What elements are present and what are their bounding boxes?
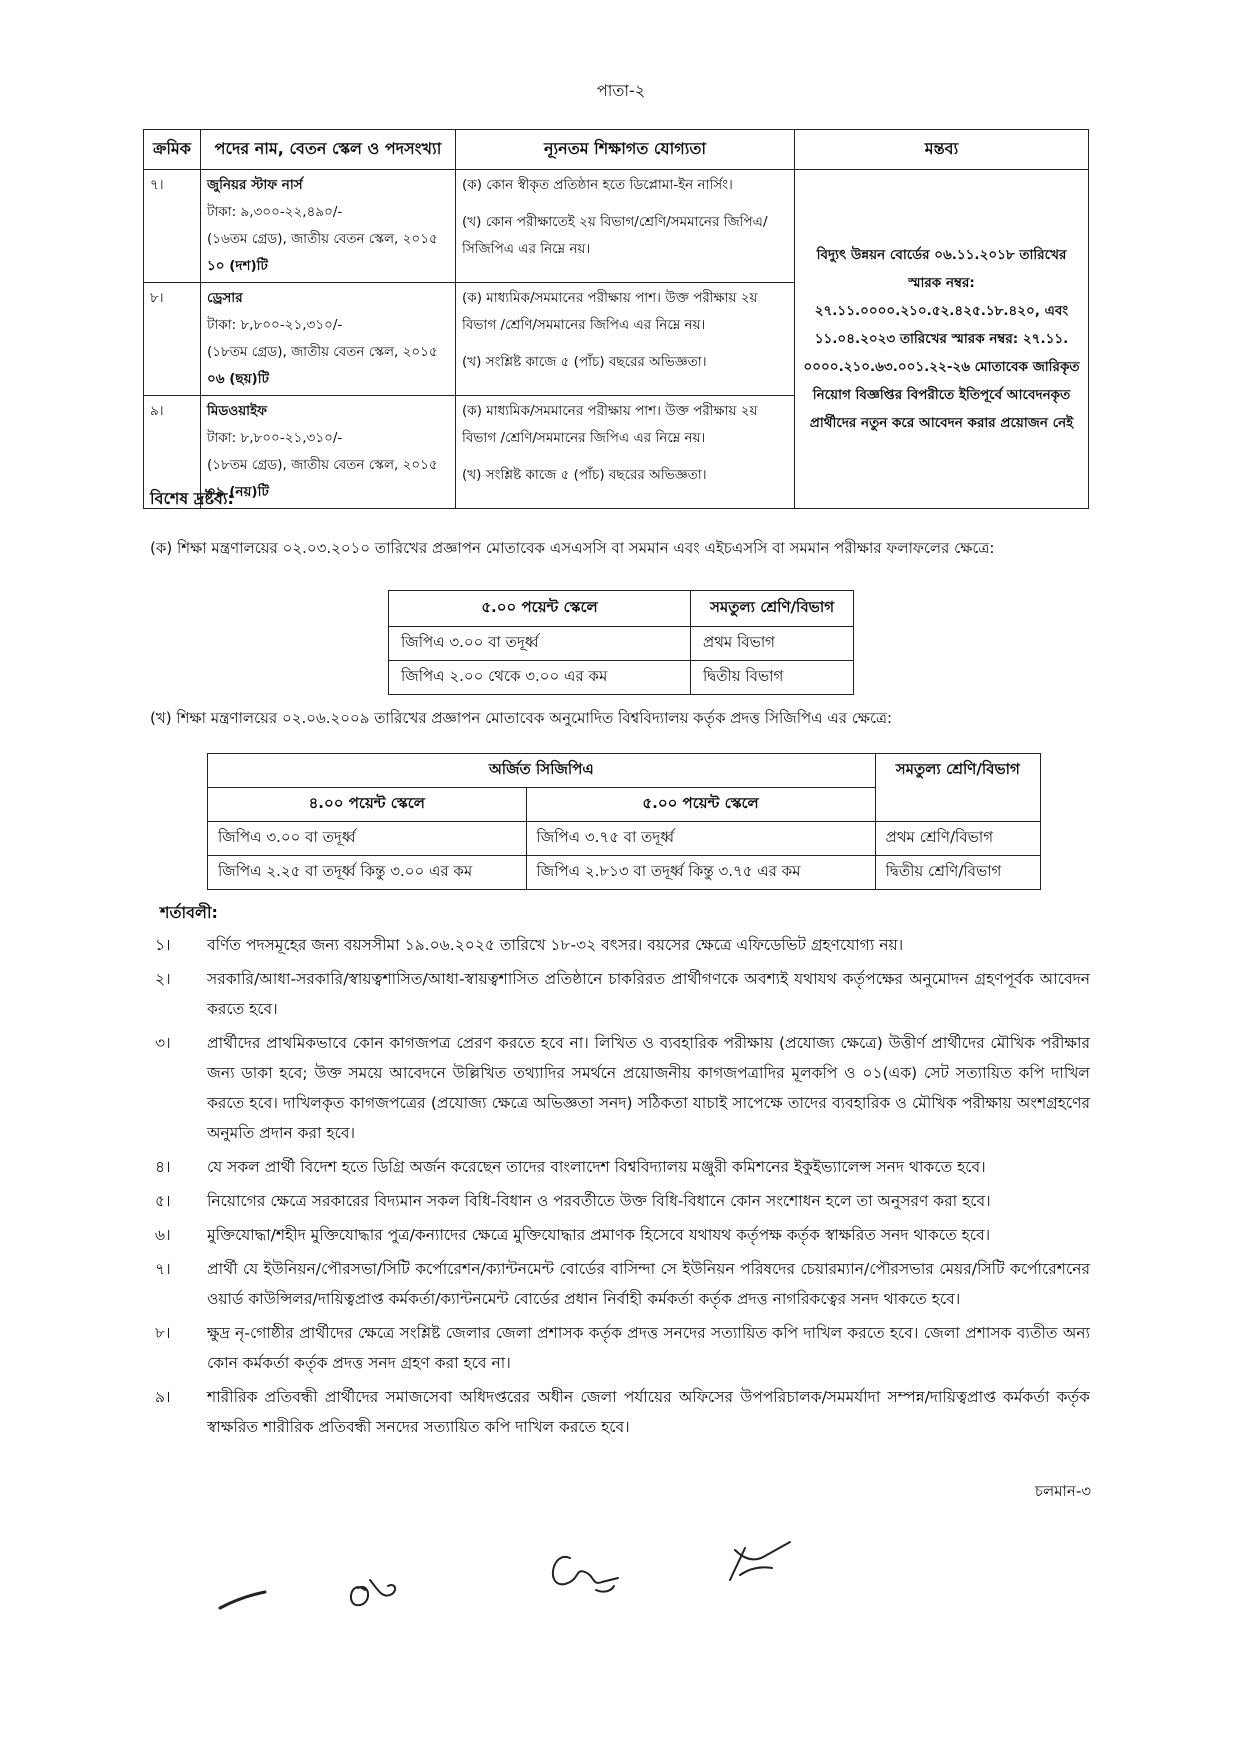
table-cell: প্রথম শ্রেণি/বিভাগ bbox=[875, 822, 1040, 856]
table-row bbox=[208, 856, 1041, 890]
qualification-a: (ক) মাধ্যমিক/সমমানের পরীক্ষায় পাশ। উক্ত পরীক্ষায় ২য় বিভাগ /শ্রেণি/সমমানের জিপিএ এর নিম্নে নয়। bbox=[462, 290, 758, 333]
table-cell: জিপিএ ২.৮১৩ বা তদূর্ধ্ব কিন্তু ৩.৭৫ এর কম bbox=[526, 856, 875, 890]
table-row bbox=[389, 627, 854, 661]
list-item bbox=[155, 1186, 1090, 1216]
equivalent-header: সমতুল্য শ্রেণি/বিভাগ bbox=[691, 591, 854, 627]
earned-cgpa-header: অর্জিত সিজিপিএ bbox=[208, 754, 876, 788]
post-name: জুনিয়র স্টাফ নার্স bbox=[207, 177, 303, 193]
item-number: ১। bbox=[155, 936, 171, 954]
scale-header: ৫.০০ পয়েন্ট স্কেলে bbox=[389, 591, 691, 627]
serial-cell: ৮। bbox=[144, 283, 201, 396]
list-item bbox=[155, 1152, 1090, 1182]
qualification-cell bbox=[456, 396, 795, 509]
qualification-cell bbox=[456, 170, 795, 283]
item-number: ৫। bbox=[155, 1192, 171, 1210]
post-grade: (১৬তম গ্রেড), জাতীয় বেতন স্কেল, ২০১৫ bbox=[207, 231, 438, 247]
item-text: মুক্তিযোদ্ধা/শহীদ মুক্তিযোদ্ধার পুত্র/কন্যাদের ক্ষেত্রে মুক্তিযোদ্ধার প্রমাণক হিসেবে যথাযথ কর্তৃপক্ষ কর্তৃক স্বাক্ষরিত সনদ থাকতে হবে। bbox=[207, 1226, 991, 1244]
item-text: ক্ষুদ্র নৃ-গোষ্ঠীর প্রার্থীদের ক্ষেত্রে সংশ্লিষ্ট জেলার জেলা প্রশাসক কর্তৃক প্রদত্ত সনদের সত্যায়িত কপি দাখিল করতে হবে। জেলা প্রশাসক ব্যতীত অন্য কোন কর্মকর্তা কর্তৃক প্রদত্ত সনদ গ্রহণ করা হবে না। bbox=[207, 1324, 1090, 1372]
qualification-b: (খ) কোন পরীক্ষাতেই ২য় বিভাগ/শ্রেণি/সমমানের জিপিএ/ সিজিপিএ এর নিম্নে নয়। bbox=[462, 214, 768, 257]
scale5-header: ৫.০০ পয়েন্ট স্কেলে bbox=[526, 788, 875, 822]
item-text: যে সকল প্রার্থী বিদেশ হতে ডিগ্রি অর্জন করেছেন তাদের বাংলাদেশ বিশ্ববিদ্যালয় মঞ্জুরী কমিশনের ইকুইভ্যালেন্স সনদ থাকতে হবে। bbox=[207, 1158, 986, 1176]
item-number: ৩। bbox=[155, 1034, 171, 1052]
table-cell: প্রথম বিভাগ bbox=[691, 627, 854, 661]
col-remark-header: মন্তব্য bbox=[795, 130, 1089, 170]
post-pay: টাকা: ৮,৮০০-২১,৩১০/- bbox=[207, 317, 343, 333]
list-item bbox=[155, 1028, 1090, 1148]
signatures-graphic bbox=[200, 1520, 820, 1630]
item-number: ৬। bbox=[155, 1226, 171, 1244]
cgpa-equivalence-table-b bbox=[207, 753, 1041, 890]
list-item bbox=[155, 1220, 1090, 1250]
table-row bbox=[144, 170, 1089, 283]
post-name: ড্রেসার bbox=[207, 290, 243, 306]
table-cell: জিপিএ ৩.০০ বা তদূর্ধ্ব bbox=[389, 627, 691, 661]
continued-label: চলমান-৩ bbox=[1034, 1482, 1091, 1500]
table-header-row bbox=[389, 591, 854, 627]
signature-mark bbox=[730, 1542, 790, 1580]
item-number: ৭। bbox=[155, 1260, 171, 1278]
conditions-title: শর্তাবলী: bbox=[160, 903, 218, 922]
post-pay: টাকা: ৯,৩০০-২২,৪৯০/- bbox=[207, 204, 343, 220]
table-cell: দ্বিতীয় শ্রেণি/বিভাগ bbox=[875, 856, 1040, 890]
serial-cell: ৭। bbox=[144, 170, 201, 283]
signature-mark bbox=[220, 1592, 265, 1608]
table-cell: দ্বিতীয় বিভাগ bbox=[691, 661, 854, 695]
table-header-row bbox=[208, 754, 1041, 788]
table-header-row bbox=[144, 130, 1089, 170]
special-note-title: বিশেষ দ্রষ্টব্য: bbox=[150, 489, 234, 508]
qualification-b: (খ) সংশ্লিষ্ট কাজে ৫ (পাঁচ) বছরের অভিজ্ঞতা। bbox=[462, 467, 707, 483]
conditions-list bbox=[155, 930, 1090, 1446]
post-count: ০৬ (ছয়)টি bbox=[207, 371, 269, 387]
special-note-para-a: (ক) শিক্ষা মন্ত্রণালয়ের ০২.০৩.২০১০ তারিখের প্রজ্ঞাপন মোতাবেক এসএসসি বা সমমান এবং এইচএসসি বা সমমান পরীক্ষার ফলাফলের ক্ষেত্রে: bbox=[150, 539, 995, 557]
list-item bbox=[155, 1318, 1090, 1378]
qualification-a: (ক) মাধ্যমিক/সমমানের পরীক্ষায় পাশ। উক্ত পরীক্ষায় ২য় বিভাগ /শ্রেণি/সমমানের জিপিএ এর নিম্নে নয়। bbox=[462, 403, 758, 446]
post-cell bbox=[201, 283, 456, 396]
table-cell: জিপিএ ২.০০ থেকে ৩.০০ এর কম bbox=[389, 661, 691, 695]
scale4-header: ৪.০০ পয়েন্ট স্কেলে bbox=[208, 788, 527, 822]
col-serial-header: ক্রমিক bbox=[144, 130, 201, 170]
qualification-a: (ক) কোন স্বীকৃত প্রতিষ্ঠান হতে ডিপ্লোমা-ইন নার্সিং। bbox=[462, 177, 733, 193]
page-number: পাতা-২ bbox=[596, 81, 646, 100]
item-number: ২। bbox=[155, 970, 171, 988]
item-text: নিয়োগের ক্ষেত্রে সরকারের বিদ্যমান সকল বিধি-বিধান ও পরবর্তীতে উক্ত বিধি-বিধানে কোন সংশোধন হলে তা অনুসরণ করা হবে। bbox=[207, 1192, 991, 1210]
gpa-equivalence-table-a bbox=[388, 590, 854, 695]
post-count: ১০ (দশ)টি bbox=[207, 258, 268, 274]
table-cell: জিপিএ ৩.৭৫ বা তদূর্ধ্ব bbox=[526, 822, 875, 856]
table-row bbox=[389, 661, 854, 695]
list-item bbox=[155, 964, 1090, 1024]
col-post-header: পদের নাম, বেতন স্কেল ও পদসংখ্যা bbox=[201, 130, 456, 170]
qualification-b: (খ) সংশ্লিষ্ট কাজে ৫ (পাঁচ) বছরের অভিজ্ঞতা। bbox=[462, 354, 707, 370]
item-number: ৪। bbox=[155, 1158, 171, 1176]
item-text: সরকারি/আধা-সরকারি/স্বায়ত্বশাসিত/আধা-স্বায়ত্বশাসিত প্রতিষ্ঠানে চাকরিরত প্রার্থীগণকে অবশ্যই যথাযথ কর্তৃপক্ষের অনুমোদন গ্রহণপূর্বক আবেদন করতে হবে। bbox=[207, 970, 1090, 1018]
posts-table bbox=[143, 129, 1089, 509]
list-item bbox=[155, 1254, 1090, 1314]
special-note-para-b: (খ) শিক্ষা মন্ত্রণালয়ের ০২.০৬.২০০৯ তারিখের প্রজ্ঞাপন মোতাবেক অনুমোদিত বিশ্ববিদ্যালয় কর্তৃক প্রদত্ত সিজিপিএ এর ক্ষেত্রে: bbox=[150, 709, 893, 727]
table-row bbox=[208, 822, 1041, 856]
remark-cell: বিদ্যুৎ উন্নয়ন বোর্ডের ০৬.১১.২০১৮ তারিখের স্মারক নম্বর: ২৭.১১.০০০০.২১০.৫২.৪২৫.১৮.৪২০, এবং ১১.০৪.২০২৩ তারিখের স্মারক নম্বর: ২৭.১১. ০০০০.২১০.৬৩.০০১.২২-২৬ মোতাবেক জারিকৃত নিয়োগ বিজ্ঞপ্তির বিপরীতে ইতিপূর্বে আবেদনকৃত প্রার্থীদের নতুন করে আবেদন করার প্রয়োজন নেই bbox=[795, 170, 1089, 509]
table-cell: জিপিএ ২.২৫ বা তদূর্ধ্ব কিন্তু ৩.০০ এর কম bbox=[208, 856, 527, 890]
post-cell bbox=[201, 170, 456, 283]
item-number: ৯। bbox=[155, 1388, 171, 1406]
post-count: ০৯ (নয়)টি bbox=[207, 484, 269, 500]
col-qualification-header: ন্যূনতম শিক্ষাগত যোগ্যতা bbox=[456, 130, 795, 170]
post-grade: (১৮তম গ্রেড), জাতীয় বেতন স্কেল, ২০১৫ bbox=[207, 457, 438, 473]
serial-cell: ৯। bbox=[144, 396, 201, 509]
equivalent-header: সমতুল্য শ্রেণি/বিভাগ bbox=[875, 754, 1040, 822]
item-text: শারীরিক প্রতিবন্ধী প্রার্থীদের সমাজসেবা অধিদপ্তরের অধীন জেলা পর্যায়ের অফিসের উপপরিচালক/সমমর্যাদা সম্পন্ন/দায়িত্বপ্রাপ্ত কর্মকর্তা কর্তৃক স্বাক্ষরিত শারীরিক প্রতিবন্ধী সনদের সত্যায়িত কপি দাখিল করতে হবে। bbox=[207, 1388, 1090, 1436]
post-name: মিডওয়াইফ bbox=[207, 403, 267, 419]
list-item bbox=[155, 930, 1090, 960]
item-text: বর্ণিত পদসমূহের জন্য বয়সসীমা ১৯.০৬.২০২৫ তারিখে ১৮-৩২ বৎসর। বয়সের ক্ষেত্রে এফিডেভিট গ্রহণযোগ্য নয়। bbox=[207, 936, 904, 954]
table-cell: জিপিএ ৩.০০ বা তদূর্ধ্ব bbox=[208, 822, 527, 856]
post-pay: টাকা: ৮,৮০০-২১,৩১০/- bbox=[207, 430, 343, 446]
item-text: প্রার্থী যে ইউনিয়ন/পৌরসভা/সিটি কর্পোরেশন/ক্যান্টনমেন্ট বোর্ডের বাসিন্দা সে ইউনিয়ন পরিষদের চেয়ারম্যান/পৌরসভার মেয়র/সিটি কর্পোরেশনের ওয়ার্ড কাউন্সিলর/দায়িত্বপ্রাপ্ত কর্মকর্তা/ক্যান্টনমেন্ট বোর্ডের প্রধান নির্বাহী কর্মকর্তা কর্তৃক প্রদত্ত নাগরিকত্বের সনদ থাকতে হবে। bbox=[207, 1260, 1090, 1308]
list-item bbox=[155, 1382, 1090, 1442]
signature-mark bbox=[351, 1580, 395, 1605]
signature-mark bbox=[553, 1557, 618, 1592]
item-number: ৮। bbox=[155, 1324, 171, 1342]
post-grade: (১৮তম গ্রেড), জাতীয় বেতন স্কেল, ২০১৫ bbox=[207, 344, 438, 360]
post-cell bbox=[201, 396, 456, 509]
qualification-cell bbox=[456, 283, 795, 396]
item-text: প্রার্থীদের প্রাথমিকভাবে কোন কাগজপত্র প্রেরণ করতে হবে না। লিখিত ও ব্যবহারিক পরীক্ষায় (প্রযোজ্য ক্ষেত্রে) উত্তীর্ণ প্রার্থীদের মৌখিক পরীক্ষার জন্য ডাকা হবে; উক্ত সময়ে আবেদনে উল্লিখিত তথ্যাদির সমর্থনে প্রয়োজনীয় কাগজপত্রাদির মূলকপি ও ০১(এক) সেট সত্যায়িত কপি দাখিল করতে হবে। দাখিলকৃত কাগজপত্রের (প্রযোজ্য ক্ষেত্রে অভিজ্ঞতা সনদ) সঠিকতা যাচাই সাপেক্ষে তাদের ব্যবহারিক ও মৌখিক পরীক্ষায় অংশগ্রহণের অনুমতি প্রদান করা হবে। bbox=[207, 1034, 1090, 1142]
